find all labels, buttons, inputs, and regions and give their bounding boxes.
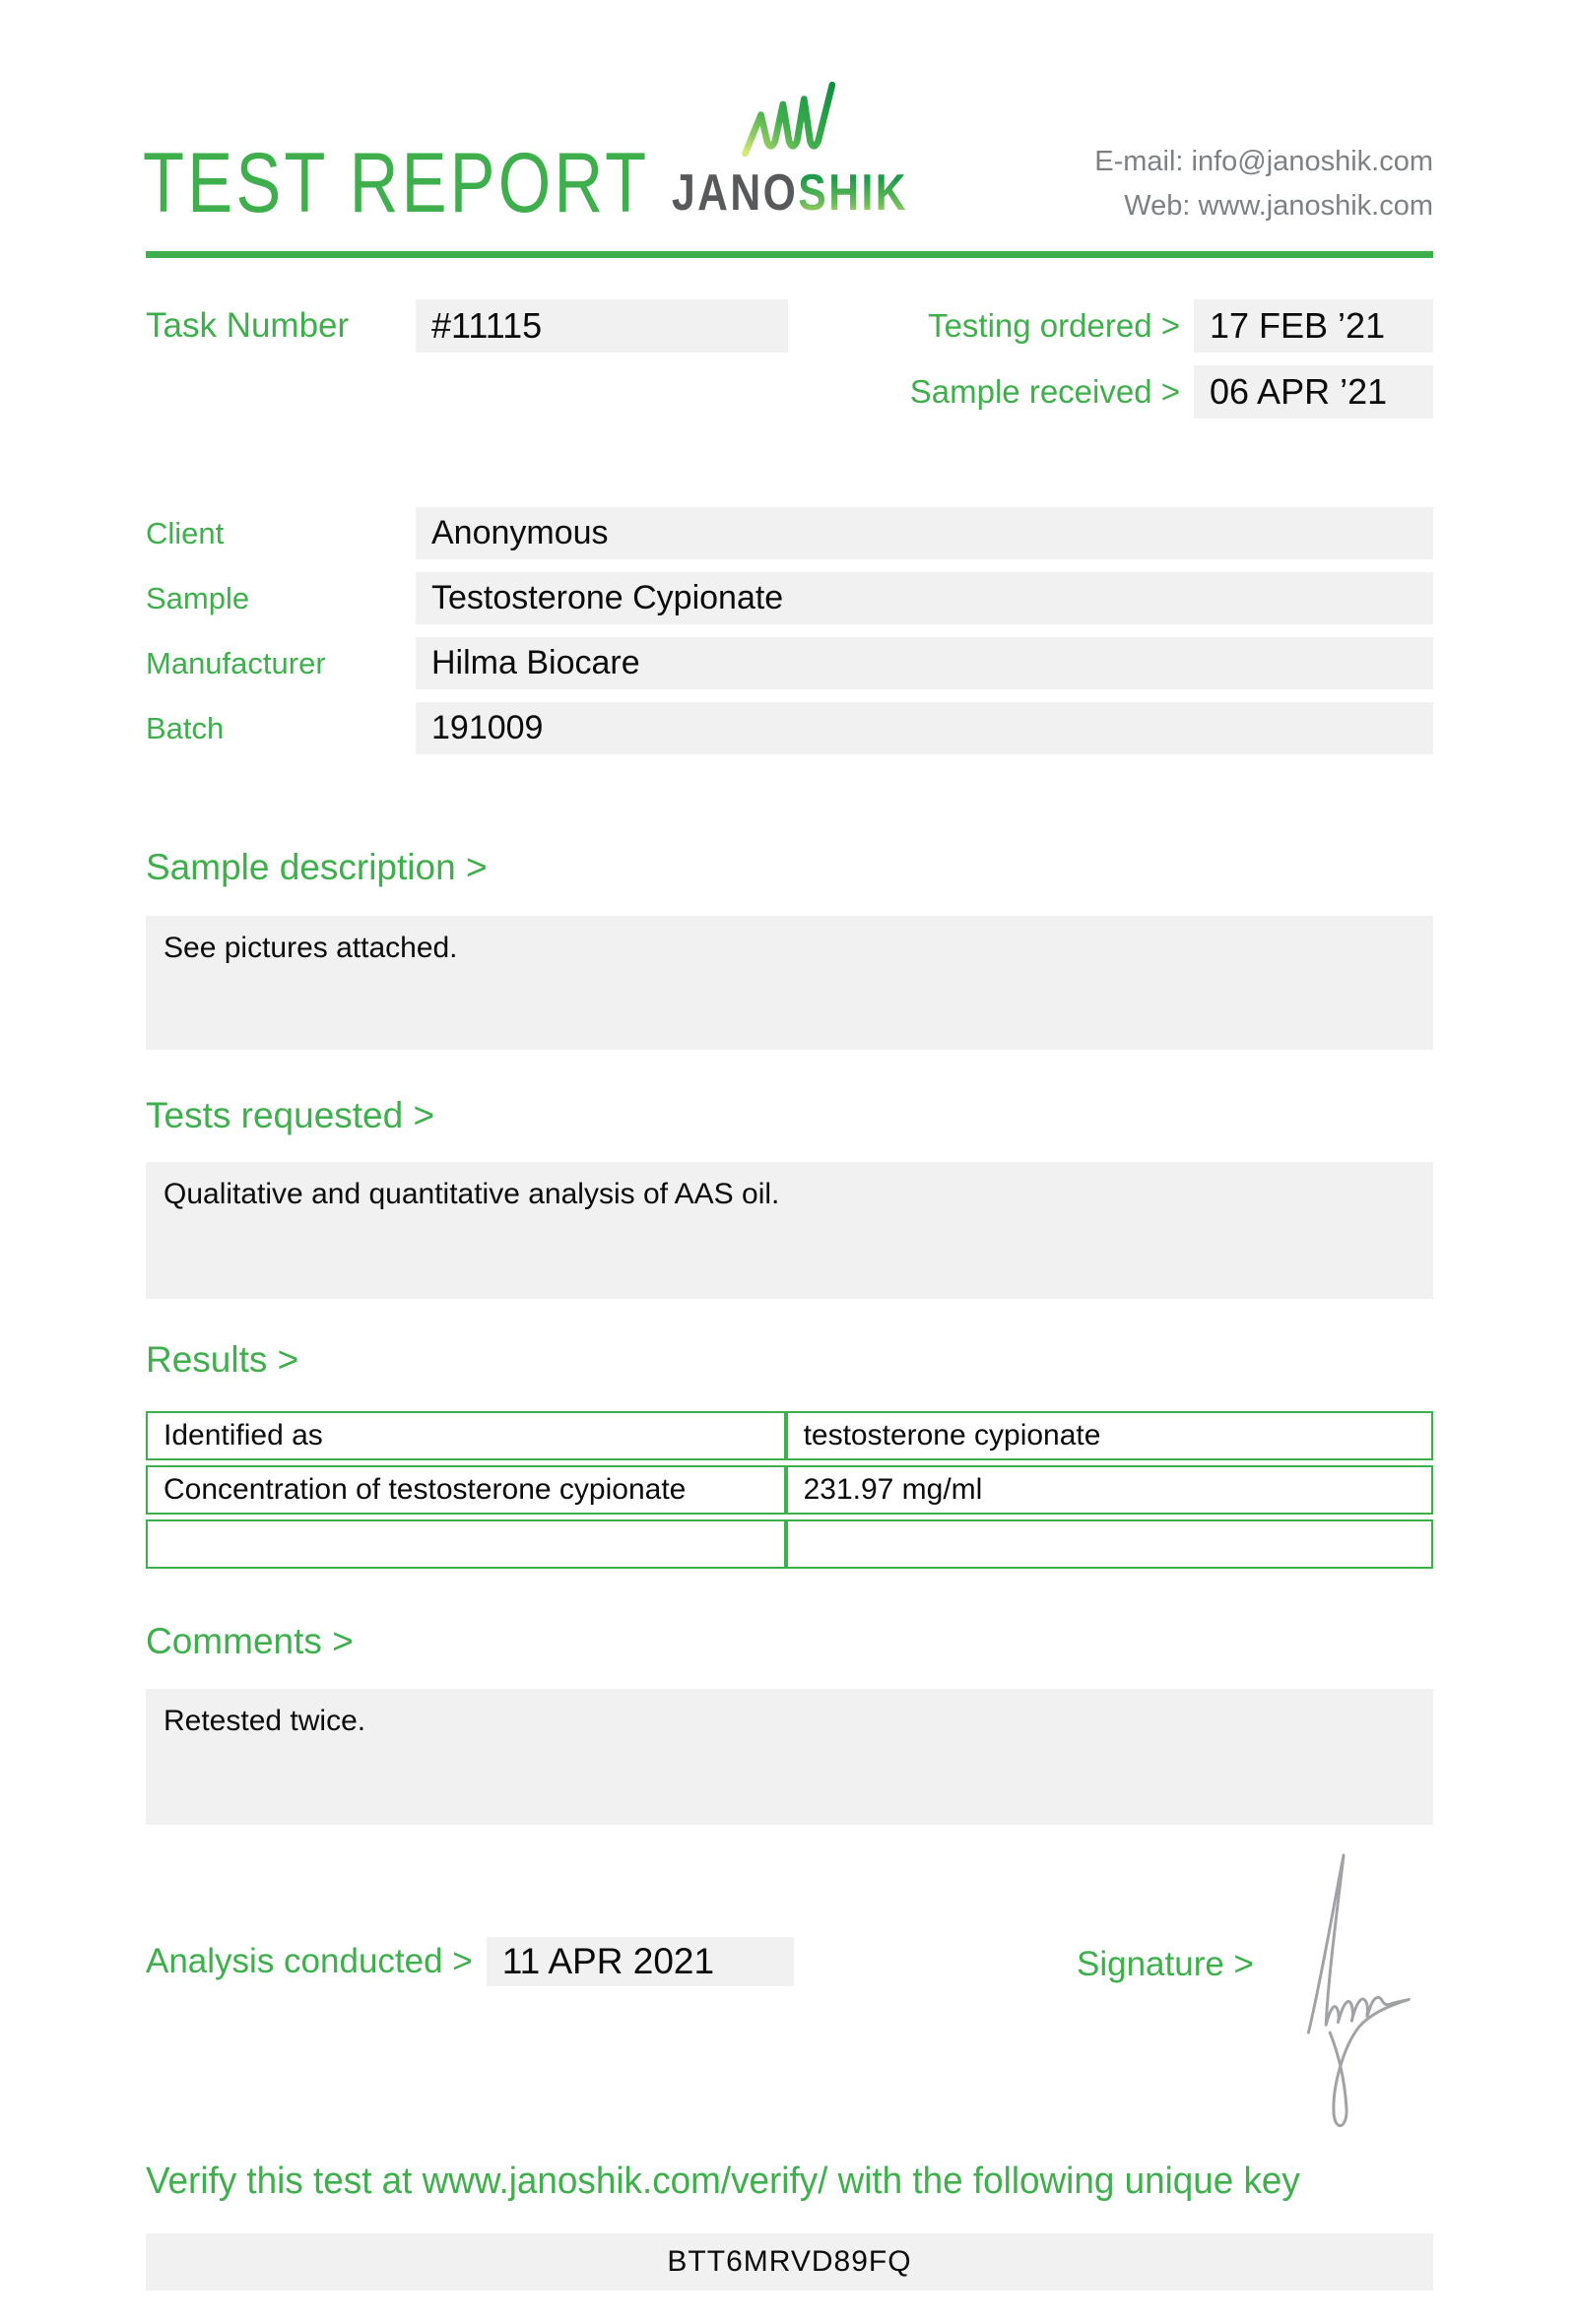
batch-value: 191009 bbox=[416, 702, 1433, 754]
result-cell-value: testosterone cypionate bbox=[786, 1411, 1433, 1460]
results-table bbox=[146, 1406, 1433, 1574]
client-label: Client bbox=[146, 515, 225, 550]
table-row bbox=[146, 1519, 1433, 1569]
sample-received-label: Sample received > bbox=[909, 373, 1180, 410]
batch-label: Batch bbox=[146, 710, 225, 745]
sample-description-heading: Sample description > bbox=[146, 847, 488, 887]
tests-requested-box: Qualitative and quantitative analysis of AAS oil. bbox=[146, 1162, 1433, 1299]
sample-value: Testosterone Cypionate bbox=[416, 572, 1433, 624]
result-cell-value: 231.97 mg/ml bbox=[786, 1465, 1433, 1515]
contact-info bbox=[1094, 140, 1433, 228]
comments-heading: Comments > bbox=[146, 1621, 354, 1661]
header-divider bbox=[146, 251, 1433, 258]
verify-key: BTT6MRVD89FQ bbox=[667, 2245, 912, 2278]
table-row bbox=[146, 1411, 1433, 1460]
sample-received-value: 06 APR ’21 bbox=[1194, 365, 1433, 419]
contact-email: E-mail: info@janoshik.com bbox=[1094, 146, 1433, 177]
brand-jano: JANO bbox=[671, 164, 799, 222]
result-cell-label: Identified as bbox=[146, 1411, 786, 1460]
verify-key-box bbox=[146, 2233, 1433, 2291]
result-cell-value bbox=[786, 1519, 1433, 1569]
contact-web: Web: www.janoshik.com bbox=[1124, 189, 1433, 222]
sample-description-box: See pictures attached. bbox=[146, 916, 1433, 1050]
brand-wordmark bbox=[659, 164, 921, 222]
task-number-row bbox=[146, 299, 788, 353]
analysis-conducted-value: 11 APR 2021 bbox=[487, 1937, 794, 1986]
task-number-value: #11115 bbox=[416, 299, 788, 353]
results-heading: Results > bbox=[146, 1339, 299, 1380]
comments-box: Retested twice. bbox=[146, 1689, 1433, 1825]
manufacturer-row bbox=[146, 637, 1433, 689]
result-cell-label: Concentration of testosterone cypionate bbox=[146, 1465, 786, 1515]
client-row bbox=[146, 507, 1433, 559]
verify-instruction: Verify this test at www.janoshik.com/verify/ with the following unique key bbox=[146, 2161, 1300, 2202]
sample-received-row bbox=[910, 365, 1433, 419]
table-row bbox=[146, 1465, 1433, 1515]
analysis-conducted-label: Analysis conducted > bbox=[146, 1942, 473, 1980]
client-value: Anonymous bbox=[416, 507, 1433, 559]
brand bbox=[630, 79, 950, 222]
brand-shik: SHIK bbox=[798, 164, 909, 222]
sample-label: Sample bbox=[146, 580, 250, 615]
growth-chart-icon bbox=[741, 79, 839, 161]
page-title: TEST REPORT bbox=[143, 136, 650, 230]
sample-row bbox=[146, 572, 1433, 624]
manufacturer-value: Hilma Biocare bbox=[416, 637, 1433, 689]
testing-ordered-label: Testing ordered > bbox=[928, 307, 1180, 344]
testing-ordered-value: 17 FEB ’21 bbox=[1194, 299, 1433, 353]
result-cell-label bbox=[146, 1519, 786, 1569]
tests-requested-heading: Tests requested > bbox=[146, 1095, 435, 1135]
manufacturer-label: Manufacturer bbox=[146, 645, 326, 680]
signature-label: Signature > bbox=[1077, 1945, 1254, 1983]
batch-row bbox=[146, 702, 1433, 754]
sample-details bbox=[146, 507, 1433, 767]
testing-ordered-row bbox=[928, 299, 1433, 353]
analysis-conducted-row bbox=[146, 1937, 794, 1986]
handwritten-signature-image bbox=[1280, 1847, 1413, 2135]
task-number-label: Task Number bbox=[146, 306, 350, 345]
